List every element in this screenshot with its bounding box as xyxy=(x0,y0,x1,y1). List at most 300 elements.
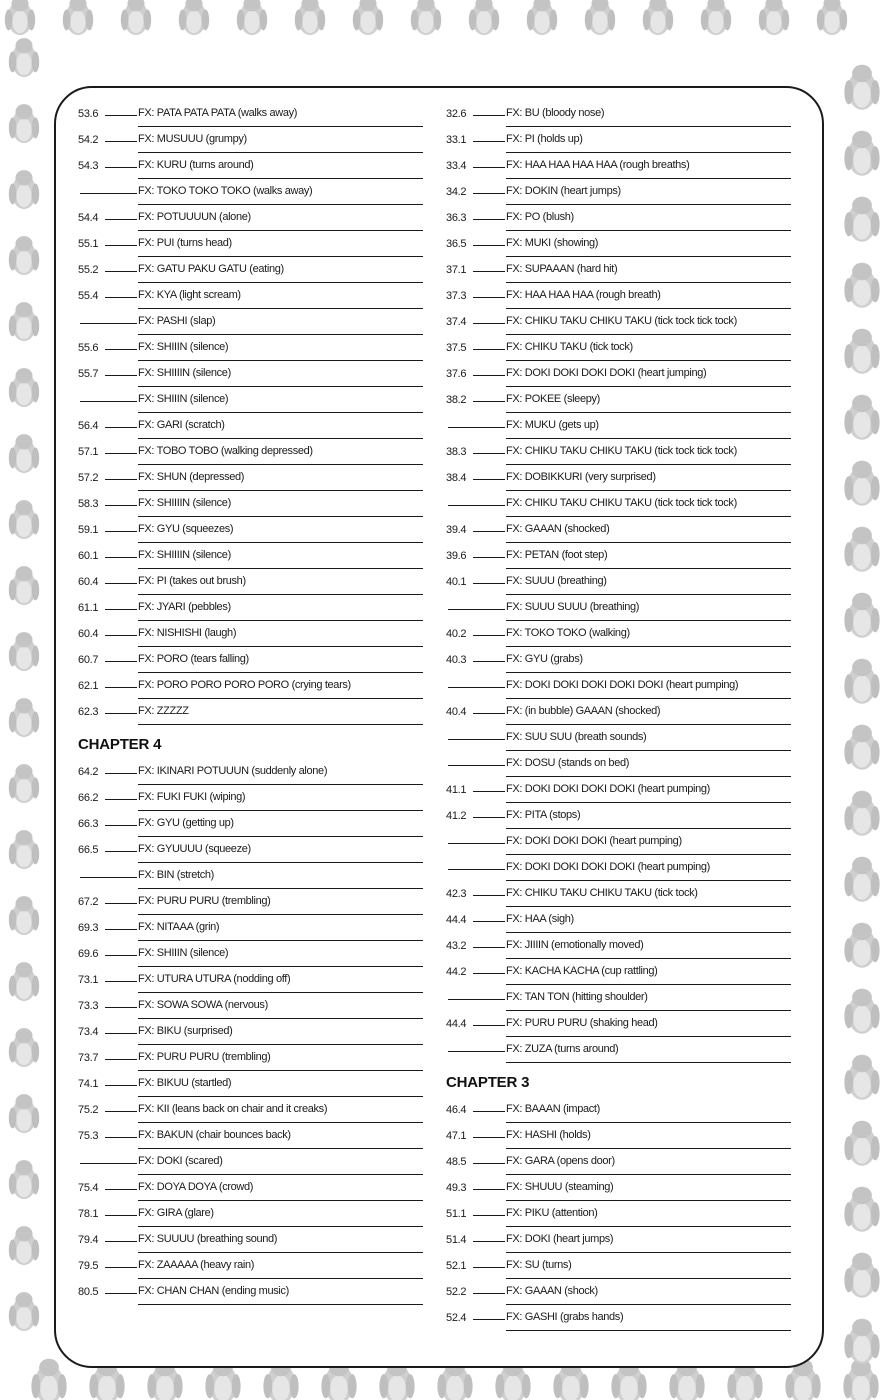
fx-translation: FX: BIKU (surprised) xyxy=(138,1025,233,1037)
fx-entry xyxy=(78,463,423,489)
fx-translation: FX: CHIKU TAKU CHIKU TAKU (tick tock) xyxy=(506,887,698,899)
fx-translation: FX: KYA (light scream) xyxy=(138,289,241,301)
page-panel-number: 79.5 xyxy=(78,1260,99,1272)
page-panel-number: 80.5 xyxy=(78,1286,99,1298)
fx-translation: FX: GYU (grabs) xyxy=(506,653,583,665)
fx-entry xyxy=(78,593,423,619)
penguin-icon xyxy=(237,0,267,35)
penguin-icon xyxy=(31,1359,66,1400)
page-panel-number: 67.2 xyxy=(78,896,99,908)
fx-entry xyxy=(446,1303,791,1329)
leader-line xyxy=(473,401,505,402)
page-panel-number: 40.3 xyxy=(446,654,467,666)
page-panel-number: 38.2 xyxy=(446,394,467,406)
leader-line xyxy=(448,505,505,506)
fx-translation: FX: SHIIIN (silence) xyxy=(138,947,229,959)
fx-entry xyxy=(446,1225,791,1251)
fx-entry xyxy=(446,515,791,541)
fx-entry xyxy=(446,385,791,411)
penguin-icon xyxy=(844,131,879,176)
page-panel-number: 73.3 xyxy=(78,1000,99,1012)
chapter-heading: CHAPTER 4 xyxy=(78,736,162,753)
penguin-icon xyxy=(295,0,325,35)
underline-rule xyxy=(138,1304,423,1305)
fx-translation: FX: MUSUUU (grumpy) xyxy=(138,133,247,145)
page-panel-number: 55.4 xyxy=(78,290,99,302)
penguin-icon xyxy=(9,500,39,539)
leader-line xyxy=(105,981,137,982)
leader-line xyxy=(105,115,137,116)
page-panel-number: 40.4 xyxy=(446,706,467,718)
leader-line xyxy=(473,193,505,194)
fx-translation: FX: SUPAAAN (hard hit) xyxy=(506,263,618,275)
penguin-icon xyxy=(844,1319,879,1364)
fx-entry xyxy=(78,697,423,723)
fx-translation: FX: ZUZA (turns around) xyxy=(506,1043,619,1055)
page-panel-number: 42.3 xyxy=(446,888,467,900)
fx-entry xyxy=(78,437,423,463)
fx-entry xyxy=(446,255,791,281)
leader-line xyxy=(105,1293,137,1294)
page-panel-number: 60.4 xyxy=(78,628,99,640)
fx-translation: FX: SHUN (depressed) xyxy=(138,471,245,483)
page-panel-number: 57.2 xyxy=(78,472,99,484)
page-panel-number: 73.1 xyxy=(78,974,99,986)
fx-translation: FX: GYU (squeezes) xyxy=(138,523,234,535)
page-panel-number: 41.1 xyxy=(446,784,467,796)
penguin-icon xyxy=(817,0,847,35)
leader-line xyxy=(473,713,505,714)
penguin-icon xyxy=(9,104,39,143)
fx-entry xyxy=(446,307,791,333)
page-panel-number: 52.2 xyxy=(446,1286,467,1298)
fx-entry xyxy=(78,1069,423,1095)
fx-entry xyxy=(78,307,423,333)
page-panel-number: 61.1 xyxy=(78,602,99,614)
fx-translation: FX: PURU PURU (trembling) xyxy=(138,895,271,907)
fx-translation: FX: DOKI DOKI DOKI DOKI (heart jumping) xyxy=(506,367,707,379)
penguin-icon xyxy=(9,302,39,341)
leader-line xyxy=(105,955,137,956)
fx-entry xyxy=(78,861,423,887)
page-panel-number: 48.5 xyxy=(446,1156,467,1168)
leader-line xyxy=(105,219,137,220)
leader-line xyxy=(448,609,505,610)
leader-line xyxy=(473,921,505,922)
page-panel-number: 54.3 xyxy=(78,160,99,172)
fx-entry xyxy=(78,203,423,229)
fx-entry xyxy=(446,619,791,645)
fx-translation: FX: HAA HAA HAA HAA (rough breaths) xyxy=(506,159,690,171)
fx-entry xyxy=(78,1095,423,1121)
leader-line xyxy=(473,453,505,454)
leader-line xyxy=(105,375,137,376)
page-panel-number: 40.1 xyxy=(446,576,467,588)
fx-translation: FX: PETAN (foot step) xyxy=(506,549,608,561)
leader-line xyxy=(105,1111,137,1112)
leader-line xyxy=(105,167,137,168)
leader-line xyxy=(80,1163,137,1164)
leader-line xyxy=(473,1293,505,1294)
fx-translation: FX: GAAAN (shocked) xyxy=(506,523,610,535)
fx-entry xyxy=(78,913,423,939)
page-panel-number: 57.1 xyxy=(78,446,99,458)
leader-line xyxy=(105,773,137,774)
leader-line xyxy=(105,1215,137,1216)
leader-line xyxy=(473,323,505,324)
leader-line xyxy=(105,661,137,662)
page-panel-number: 60.1 xyxy=(78,550,99,562)
fx-translation: FX: PURU PURU (trembling) xyxy=(138,1051,271,1063)
leader-line xyxy=(473,635,505,636)
page-panel-number: 73.4 xyxy=(78,1026,99,1038)
leader-line xyxy=(105,583,137,584)
leader-line xyxy=(105,1267,137,1268)
penguin-icon xyxy=(469,0,499,35)
fx-entry xyxy=(78,757,423,783)
leader-line xyxy=(105,929,137,930)
page-panel-number: 52.4 xyxy=(446,1312,467,1324)
page-panel-number: 73.7 xyxy=(78,1052,99,1064)
fx-translation: FX: PASHI (slap) xyxy=(138,315,216,327)
page-panel-number: 37.5 xyxy=(446,342,467,354)
page-panel-number: 78.1 xyxy=(78,1208,99,1220)
penguin-icon xyxy=(9,698,39,737)
fx-entry xyxy=(78,809,423,835)
fx-translation: FX: DOKI DOKI DOKI DOKI (heart pumping) xyxy=(506,861,710,873)
fx-translation: FX: CHIKU TAKU CHIKU TAKU (tick tock tick tock) xyxy=(506,445,737,457)
fx-entry xyxy=(78,281,423,307)
fx-translation: FX: SHIIIIN (silence) xyxy=(138,497,231,509)
page-panel-number: 32.6 xyxy=(446,108,467,120)
page-panel-number: 33.4 xyxy=(446,160,467,172)
fx-entry xyxy=(78,177,423,203)
leader-line xyxy=(473,219,505,220)
fx-translation: FX: HAA HAA HAA (rough breath) xyxy=(506,289,661,301)
fx-entry xyxy=(78,411,423,437)
fx-entry xyxy=(78,887,423,913)
page-panel-number: 74.1 xyxy=(78,1078,99,1090)
fx-translation: FX: ZZZZZ xyxy=(138,705,189,717)
fx-translation: FX: DOYA DOYA (crowd) xyxy=(138,1181,254,1193)
page-panel-number: 60.7 xyxy=(78,654,99,666)
fx-translation: FX: GYUUUU (squeeze) xyxy=(138,843,251,855)
right-column xyxy=(446,99,791,1329)
page-panel-number: 49.3 xyxy=(446,1182,467,1194)
penguin-icon xyxy=(844,791,879,836)
leader-line xyxy=(105,609,137,610)
fx-translation: FX: PO (blush) xyxy=(506,211,574,223)
penguin-icon xyxy=(9,1292,39,1331)
fx-translation: FX: BIN (stretch) xyxy=(138,869,214,881)
penguin-icon xyxy=(9,236,39,275)
fx-entry xyxy=(446,1277,791,1303)
fx-entry xyxy=(446,983,791,1009)
penguin-icon xyxy=(844,329,879,374)
fx-translation: FX: GYU (getting up) xyxy=(138,817,234,829)
fx-translation: FX: KII (leans back on chair and it creaks) xyxy=(138,1103,328,1115)
fx-translation: FX: PI (holds up) xyxy=(506,133,583,145)
fx-translation: FX: DOKI (heart jumps) xyxy=(506,1233,614,1245)
penguin-icon xyxy=(353,0,383,35)
fx-translation: FX: DOKI DOKI DOKI DOKI DOKI (heart pumping) xyxy=(506,679,739,691)
penguin-icon xyxy=(844,1055,879,1100)
fx-translation: FX: CHIKU TAKU CHIKU TAKU (tick tock tick tock) xyxy=(506,497,737,509)
leader-line xyxy=(105,427,137,428)
leader-line xyxy=(80,193,137,194)
leader-line xyxy=(448,1051,505,1052)
leader-line xyxy=(473,1025,505,1026)
penguin-icon xyxy=(9,170,39,209)
page-panel-number: 62.1 xyxy=(78,680,99,692)
fx-translation: FX: BAAAN (impact) xyxy=(506,1103,600,1115)
fx-translation: FX: PITA (stops) xyxy=(506,809,581,821)
leader-line xyxy=(105,453,137,454)
penguin-icon xyxy=(9,1028,39,1067)
fx-entry xyxy=(446,801,791,827)
page-panel-number: 43.2 xyxy=(446,940,467,952)
fx-translation: FX: HAA (sigh) xyxy=(506,913,574,925)
page-panel-number: 41.2 xyxy=(446,810,467,822)
page-panel-number: 37.6 xyxy=(446,368,467,380)
leader-line xyxy=(105,1059,137,1060)
penguin-icon xyxy=(844,923,879,968)
fx-translation: FX: TOKO TOKO (walking) xyxy=(506,627,630,639)
leader-line xyxy=(105,557,137,558)
leader-line xyxy=(473,1163,505,1164)
page-panel-number: 37.3 xyxy=(446,290,467,302)
leader-line xyxy=(473,583,505,584)
fx-entry xyxy=(78,125,423,151)
leader-line xyxy=(105,1085,137,1086)
leader-line xyxy=(448,765,505,766)
leader-line xyxy=(105,1137,137,1138)
fx-entry xyxy=(446,931,791,957)
page-panel-number: 44.2 xyxy=(446,966,467,978)
penguin-icon xyxy=(759,0,789,35)
leader-line xyxy=(105,297,137,298)
leader-line xyxy=(473,141,505,142)
fx-translation: FX: NITAAA (grin) xyxy=(138,921,220,933)
left-column xyxy=(78,99,423,1303)
penguin-icon xyxy=(411,0,441,35)
page-panel-number: 51.4 xyxy=(446,1234,467,1246)
fx-translation: FX: PUI (turns head) xyxy=(138,237,232,249)
penguin-icon xyxy=(844,725,879,770)
penguin-icon xyxy=(844,263,879,308)
leader-line xyxy=(473,531,505,532)
fx-translation: FX: SHIIIN (silence) xyxy=(138,393,229,405)
fx-translation: FX: KURU (turns around) xyxy=(138,159,254,171)
fx-translation: FX: JYARI (pebbles) xyxy=(138,601,231,613)
page-panel-number: 39.6 xyxy=(446,550,467,562)
fx-entry xyxy=(78,385,423,411)
fx-translation: FX: FUKI FUKI (wiping) xyxy=(138,791,246,803)
fx-translation: FX: DOBIKKURI (very surprised) xyxy=(506,471,656,483)
penguin-icon xyxy=(844,659,879,704)
penguin-icon xyxy=(179,0,209,35)
leader-line xyxy=(80,401,137,402)
leader-line xyxy=(473,1267,505,1268)
penguin-icon xyxy=(9,764,39,803)
leader-line xyxy=(448,843,505,844)
underline-rule xyxy=(506,1330,791,1331)
fx-translation: FX: PORO (tears falling) xyxy=(138,653,249,665)
fx-entry xyxy=(78,939,423,965)
fx-translation: FX: SUUUU (breathing sound) xyxy=(138,1233,278,1245)
fx-entry xyxy=(78,333,423,359)
leader-line xyxy=(105,505,137,506)
penguin-icon xyxy=(9,38,39,77)
fx-entry xyxy=(78,1043,423,1069)
fx-entry xyxy=(446,177,791,203)
page-panel-number: 54.2 xyxy=(78,134,99,146)
penguin-icon xyxy=(844,527,879,572)
fx-translation: FX: KACHA KACHA (cup rattling) xyxy=(506,965,658,977)
page-panel-number: 54.4 xyxy=(78,212,99,224)
penguin-icon xyxy=(585,0,615,35)
fx-translation: FX: PORO PORO PORO PORO (crying tears) xyxy=(138,679,351,691)
page-panel-number: 34.2 xyxy=(446,186,467,198)
fx-entry xyxy=(78,359,423,385)
fx-entry xyxy=(78,619,423,645)
leader-line xyxy=(105,851,137,852)
fx-entry xyxy=(78,229,423,255)
leader-line xyxy=(473,1241,505,1242)
penguin-icon xyxy=(844,593,879,638)
page-panel-number: 56.4 xyxy=(78,420,99,432)
leader-line xyxy=(473,791,505,792)
leader-line xyxy=(105,531,137,532)
fx-entry xyxy=(78,1147,423,1173)
fx-entry xyxy=(446,853,791,879)
leader-line xyxy=(473,375,505,376)
fx-entry xyxy=(78,1199,423,1225)
fx-translation: FX: CHIKU TAKU (tick tock) xyxy=(506,341,633,353)
leader-line xyxy=(473,661,505,662)
page-panel-number: 79.4 xyxy=(78,1234,99,1246)
page-panel-number: 55.1 xyxy=(78,238,99,250)
fx-entry xyxy=(446,775,791,801)
penguin-icon xyxy=(844,1253,879,1298)
fx-translation: FX: POKEE (sleepy) xyxy=(506,393,600,405)
leader-line xyxy=(473,817,505,818)
fx-translation: FX: TOBO TOBO (walking depressed) xyxy=(138,445,313,457)
fx-entry xyxy=(446,749,791,775)
penguin-icon xyxy=(844,1187,879,1232)
page-panel-number: 75.3 xyxy=(78,1130,99,1142)
fx-translation: FX: SU (turns) xyxy=(506,1259,572,1271)
page-panel-number: 75.4 xyxy=(78,1182,99,1194)
fx-entry xyxy=(78,1251,423,1277)
fx-entry xyxy=(446,463,791,489)
leader-line xyxy=(105,1189,137,1190)
fx-translation: FX: SOWA SOWA (nervous) xyxy=(138,999,268,1011)
fx-translation: FX: DOKI (scared) xyxy=(138,1155,223,1167)
fx-translation: FX: TOKO TOKO TOKO (walks away) xyxy=(138,185,313,197)
leader-line xyxy=(473,479,505,480)
fx-entry xyxy=(446,1121,791,1147)
penguin-icon xyxy=(844,989,879,1034)
fx-entry xyxy=(446,229,791,255)
fx-entry xyxy=(78,835,423,861)
leader-line xyxy=(448,687,505,688)
penguin-icon xyxy=(9,368,39,407)
leader-line xyxy=(80,323,137,324)
leader-line xyxy=(473,1189,505,1190)
fx-translation: FX: GATU PAKU GATU (eating) xyxy=(138,263,284,275)
fx-translation: FX: MUKU (gets up) xyxy=(506,419,599,431)
page-panel-number: 69.6 xyxy=(78,948,99,960)
fx-entry xyxy=(78,151,423,177)
fx-translation: FX: GIRA (glare) xyxy=(138,1207,214,1219)
fx-entry xyxy=(446,151,791,177)
fx-translation: FX: SHIIIIN (silence) xyxy=(138,367,231,379)
fx-entry xyxy=(78,965,423,991)
page-panel-number: 36.3 xyxy=(446,212,467,224)
fx-translation: FX: PURU PURU (shaking head) xyxy=(506,1017,658,1029)
fx-translation: FX: SUU SUU (breath sounds) xyxy=(506,731,647,743)
fx-entry xyxy=(78,567,423,593)
penguin-icon xyxy=(9,434,39,473)
page-panel-number: 55.2 xyxy=(78,264,99,276)
page-panel-number: 75.2 xyxy=(78,1104,99,1116)
page-panel-number: 37.4 xyxy=(446,316,467,328)
leader-line xyxy=(473,271,505,272)
penguin-icon xyxy=(844,461,879,506)
fx-entry xyxy=(446,1095,791,1121)
page-panel-number: 44.4 xyxy=(446,914,467,926)
fx-translation: FX: JIIIIN (emotionally moved) xyxy=(506,939,644,951)
fx-translation: FX: (in bubble) GAAAN (shocked) xyxy=(506,705,661,717)
penguin-icon xyxy=(9,1160,39,1199)
penguin-icon xyxy=(843,1359,878,1400)
leader-line xyxy=(105,825,137,826)
fx-entry xyxy=(446,1251,791,1277)
fx-translation: FX: ZAAAAA (heavy rain) xyxy=(138,1259,255,1271)
underline-rule xyxy=(138,724,423,725)
fx-translation: FX: PIKU (attention) xyxy=(506,1207,598,1219)
penguin-icon xyxy=(9,1094,39,1133)
leader-line xyxy=(105,1033,137,1034)
leader-line xyxy=(473,297,505,298)
fx-translation: FX: DOKI DOKI DOKI (heart pumping) xyxy=(506,835,682,847)
penguin-icon xyxy=(9,566,39,605)
leader-line xyxy=(448,999,505,1000)
page-panel-number: 59.1 xyxy=(78,524,99,536)
leader-line xyxy=(473,947,505,948)
fx-translation: FX: DOKI DOKI DOKI DOKI (heart pumping) xyxy=(506,783,710,795)
fx-entry xyxy=(446,697,791,723)
leader-line xyxy=(105,141,137,142)
penguin-icon xyxy=(9,830,39,869)
page-panel-number: 46.4 xyxy=(446,1104,467,1116)
leader-line xyxy=(448,739,505,740)
fx-entry xyxy=(446,567,791,593)
fx-translation: FX: GAAAN (shock) xyxy=(506,1285,598,1297)
fx-translation: FX: GASHI (grabs hands) xyxy=(506,1311,624,1323)
page-panel-number: 53.6 xyxy=(78,108,99,120)
underline-rule xyxy=(506,1062,791,1063)
leader-line xyxy=(473,973,505,974)
fx-translation: FX: DOSU (stands on bed) xyxy=(506,757,630,769)
leader-line xyxy=(105,1241,137,1242)
fx-translation: FX: PI (takes out brush) xyxy=(138,575,246,587)
fx-entry xyxy=(446,99,791,125)
fx-translation: FX: SHUUU (steaming) xyxy=(506,1181,614,1193)
penguin-icon xyxy=(527,0,557,35)
fx-translation: FX: DOKIN (heart jumps) xyxy=(506,185,621,197)
